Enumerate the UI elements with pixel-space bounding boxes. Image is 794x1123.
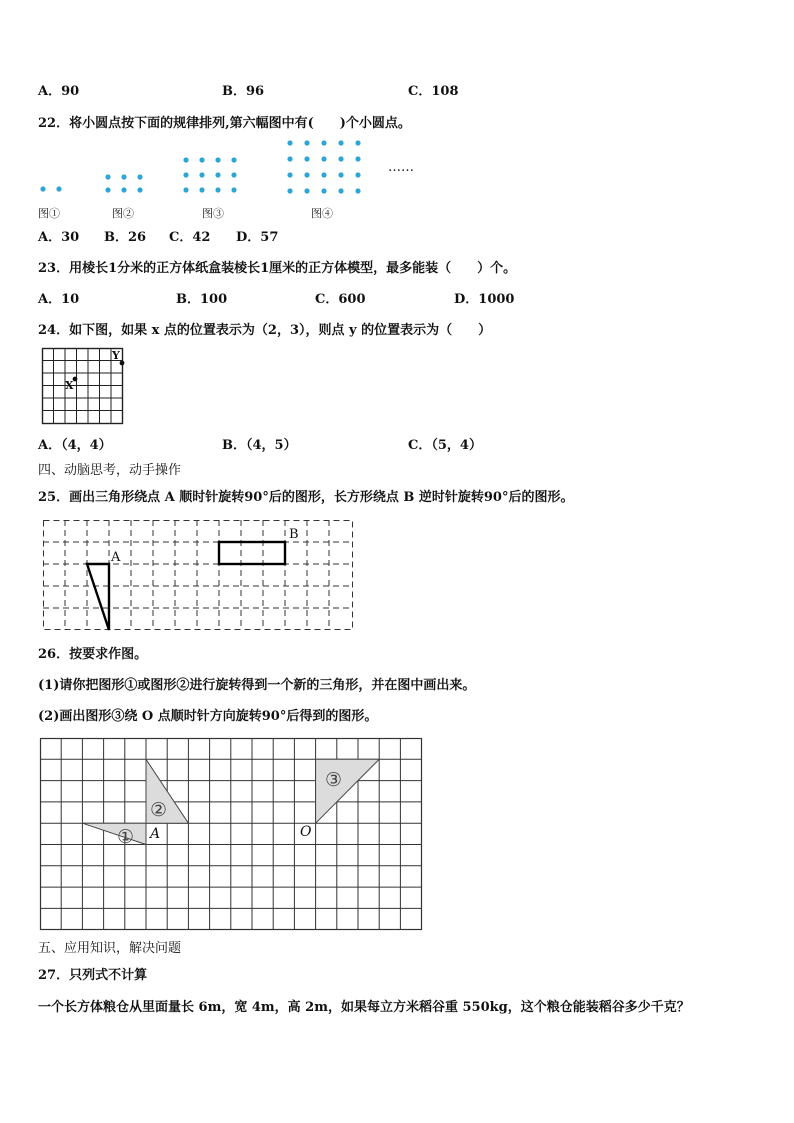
q21-option-b[interactable]: B．96 — [222, 84, 265, 99]
q26-grid — [40, 738, 424, 932]
q26-sub2: (2)画出图形③绕 O 点顺时针方向旋转90°后得到的图形。 — [38, 709, 378, 724]
rectangle-shape — [219, 542, 285, 564]
point-b-label: B — [289, 527, 299, 542]
q24-option-b[interactable]: B．（4，5） — [222, 438, 297, 453]
dot — [137, 174, 142, 179]
dot-pattern-figures — [0, 0, 794, 230]
point-o-label: O — [300, 824, 312, 840]
fig3-dots — [183, 157, 236, 192]
q24-option-c[interactable]: C．（5，4） — [408, 438, 482, 453]
q24-option-a[interactable]: A．（4，4） — [38, 438, 112, 453]
shape-1-label: ① — [117, 826, 135, 848]
point-y-label: Y — [112, 349, 120, 362]
point-a-label-q26: A — [150, 826, 161, 842]
shape-2-label: ② — [150, 799, 168, 821]
shape-1 — [82, 823, 146, 844]
q26-question: 26．按要求作图。 — [38, 647, 148, 662]
point-y — [120, 361, 125, 366]
point-x-label: X — [65, 379, 74, 392]
point-a-label: A — [111, 550, 121, 565]
q22-option-d[interactable]: D．57 — [236, 230, 279, 245]
triangle-shape — [87, 564, 109, 630]
dot-pattern-ellipsis: …… — [388, 160, 414, 175]
q23-option-c[interactable]: C．600 — [315, 292, 366, 307]
q22-option-b[interactable]: B．26 — [104, 230, 147, 245]
fig4-dots — [287, 140, 360, 193]
q27-question: 27．只列式不计算 — [38, 968, 148, 983]
figure-caption-3: 图③ — [202, 207, 224, 220]
q27-body: 一个长方体粮仓从里面量长 6m，宽 4m，高 2m，如果每立方米稻谷重 550kg，这个粮仓能装稻谷多少千克？ — [38, 1000, 690, 1015]
dot — [121, 174, 126, 179]
shape-3-label: ③ — [325, 769, 343, 791]
figure-caption-2: 图② — [112, 207, 134, 220]
q23-option-a[interactable]: A．10 — [38, 292, 80, 307]
dot — [105, 174, 110, 179]
dot — [40, 186, 45, 191]
q26-sub1: (1)请你把图形①或图形②进行旋转得到一个新的三角形，并在图中画出来。 — [38, 678, 476, 693]
dot — [56, 186, 61, 191]
q21-option-c[interactable]: C．108 — [408, 84, 459, 99]
figure-caption-1: 图① — [38, 207, 60, 220]
q23-option-d[interactable]: D．1000 — [454, 292, 515, 307]
q22-question: 22．将小圆点按下面的规律排列,第六幅图中有( )个小圆点。 — [38, 116, 411, 131]
q22-option-a[interactable]: A．30 — [38, 230, 80, 245]
q23-question: 23．用棱长1分米的正方体纸盒装棱长1厘米的正方体模型，最多能装（ ）个。 — [38, 261, 517, 276]
section-4-title: 四、动脑思考，动手操作 — [38, 463, 182, 478]
figure-caption-4: 图④ — [311, 207, 333, 220]
q23-option-b[interactable]: B．100 — [176, 292, 228, 307]
q24-question: 24．如下图，如果 x 点的位置表示为（2，3），则点 y 的位置表示为（ ） — [38, 323, 492, 338]
q25-dashed-grid — [43, 520, 355, 632]
dot — [121, 187, 126, 192]
q25-question: 25．画出三角形绕点 A 顺时针旋转90°后的图形，长方形绕点 B 逆时针旋转90°后的图形。 — [38, 490, 574, 505]
section-5-title: 五、应用知识，解决问题 — [38, 941, 182, 956]
dot — [105, 187, 110, 192]
q22-option-c[interactable]: C．42 — [169, 230, 211, 245]
dot — [137, 187, 142, 192]
q21-option-a[interactable]: A．90 — [38, 84, 80, 99]
